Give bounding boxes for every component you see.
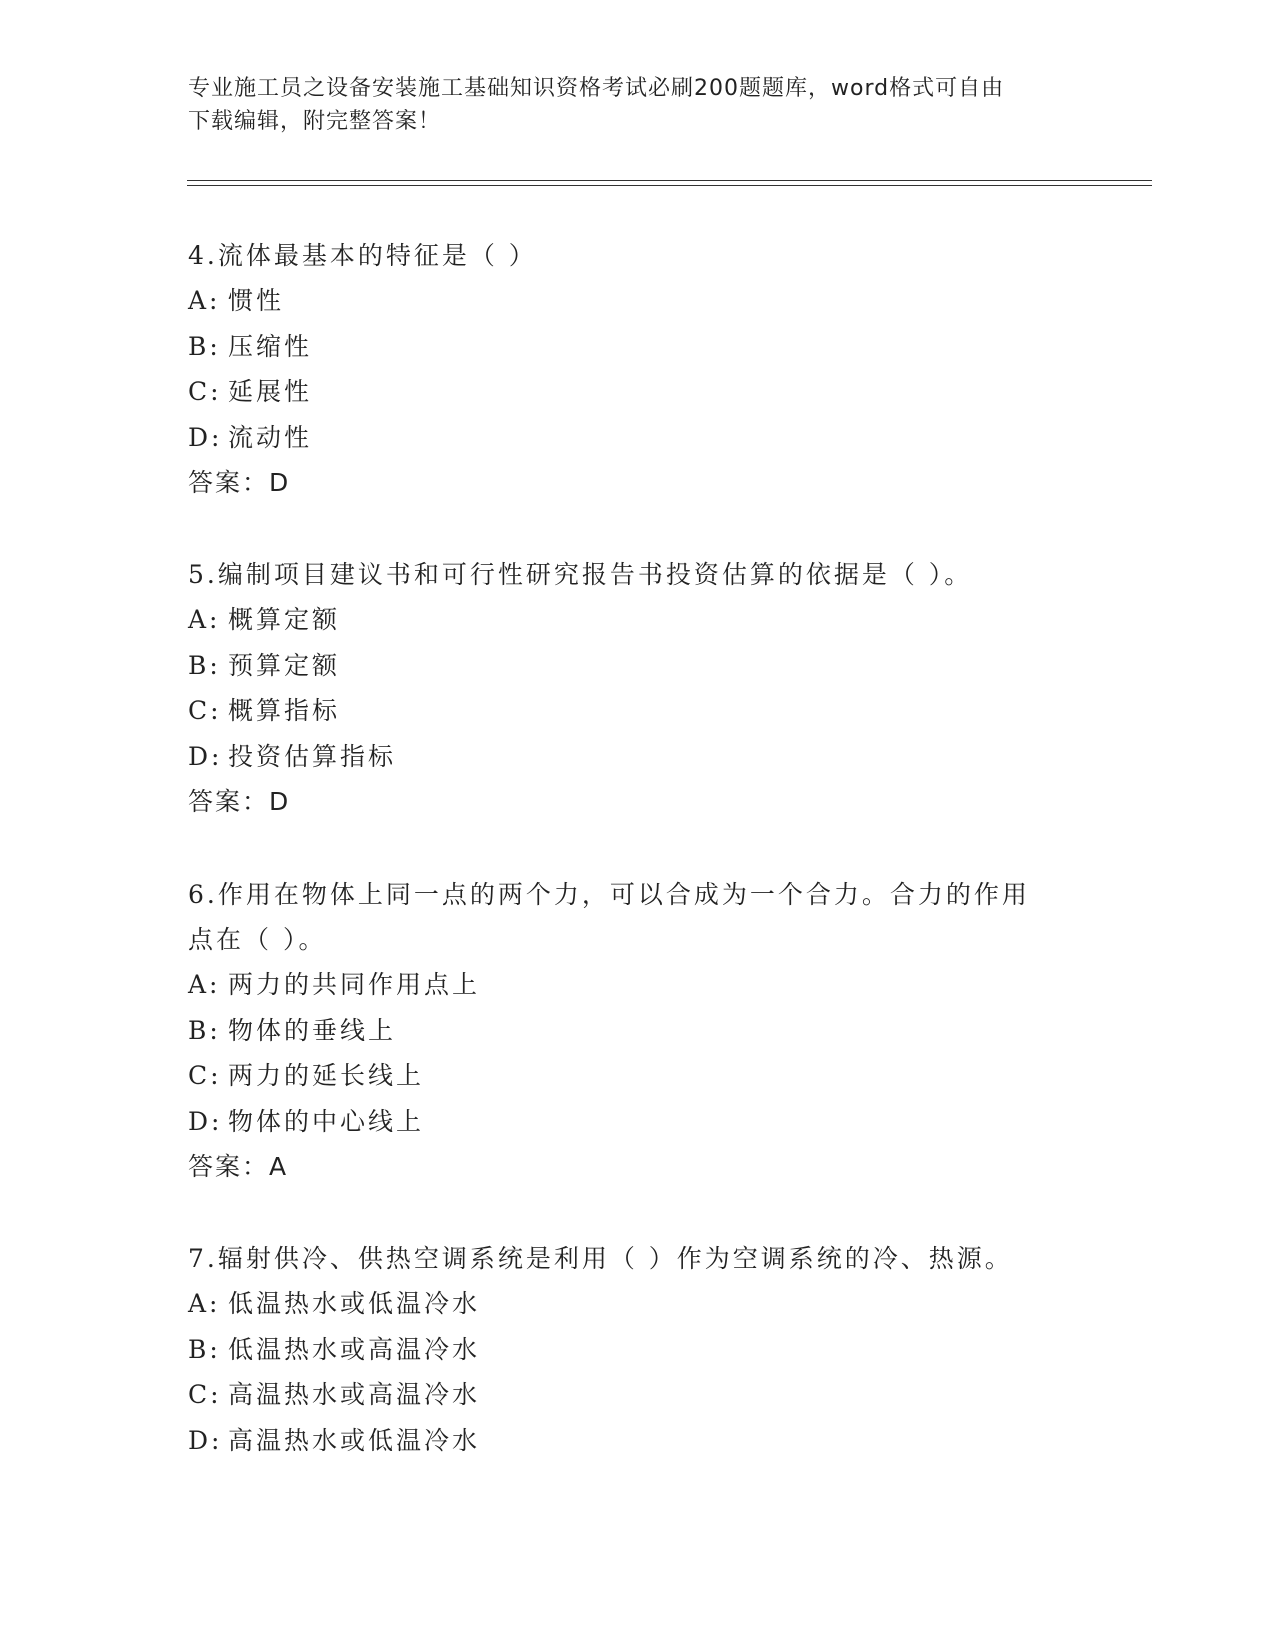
option-text: 高温热水或低温冷水 [228,1425,481,1455]
option-text: 投资估算指标 [228,741,397,771]
answer-line: 答案：D [188,787,291,816]
option-letter: B: [188,331,221,361]
question-stem-line-2: 点在（ ）。 [188,925,327,954]
answer-line: 答案：A [188,1152,289,1181]
option-a [188,278,1088,324]
option-letter: D: [188,1106,223,1136]
option-c [188,1053,1088,1099]
question-stem-line-1: 6.作用在物体上同一点的两个力，可以合成为一个合力。合力的作用 [188,880,1030,909]
header-divider-top [187,180,1152,181]
option-letter: A: [188,605,221,634]
option-letter: B: [188,650,221,680]
option-c [188,369,1088,415]
option-a [188,1281,1088,1327]
option-letter: D: [188,741,223,771]
option-text: 高温热水或高温冷水 [228,1380,481,1409]
question-stem: 7.辐射供冷、供热空调系统是利用（ ）作为空调系统的冷、热源。 [188,1244,1013,1273]
question-6 [188,872,1088,1189]
option-text: 两力的延长线上 [228,1061,425,1090]
option-c [188,1372,1088,1418]
option-b [188,324,1088,370]
option-letter: A: [188,286,221,315]
option-c [188,688,1088,734]
option-letter: C: [188,696,222,725]
option-text: 压缩性 [228,331,313,361]
option-letter: C: [188,377,222,406]
option-b [188,643,1088,689]
option-letter: B: [188,1015,221,1045]
option-text: 惯性 [228,286,285,315]
option-a [188,597,1088,643]
question-stem: 4.流体最基本的特征是（ ） [188,241,537,270]
option-d [188,734,1088,780]
option-d [188,1418,1088,1464]
header-line-2: 下载编辑，附完整答案！ [188,109,442,134]
header-divider-bottom [187,185,1152,186]
question-stem: 5.编制项目建议书和可行性研究报告书投资估算的依据是（ ）。 [188,560,973,589]
answer-line: 答案：D [188,468,291,497]
option-text: 低温热水或高温冷水 [228,1334,481,1364]
option-letter: A: [188,970,221,999]
option-text: 低温热水或低温冷水 [228,1289,481,1318]
question-4 [188,233,1088,505]
option-text: 物体的中心线上 [228,1106,425,1136]
option-letter: B: [188,1334,221,1364]
header-line-1: 专业施工员之设备安装施工基础知识资格考试必刷200题题库，word格式可自由 [188,76,1005,101]
option-text: 流动性 [228,422,313,452]
option-letter: C: [188,1061,222,1090]
question-7 [188,1236,1088,1463]
question-5 [188,552,1088,824]
option-text: 概算指标 [228,696,341,725]
option-text: 物体的垂线上 [228,1015,397,1045]
option-letter: A: [188,1289,221,1318]
document-header [188,72,1088,138]
option-text: 预算定额 [228,650,341,680]
option-b [188,1327,1088,1373]
option-b [188,1008,1088,1054]
option-text: 两力的共同作用点上 [228,970,481,999]
option-text: 延展性 [228,377,313,406]
option-d [188,1099,1088,1145]
option-letter: D: [188,1425,223,1455]
option-text: 概算定额 [228,605,341,634]
option-a [188,962,1088,1008]
option-letter: C: [188,1380,222,1409]
option-d [188,415,1088,461]
option-letter: D: [188,422,223,452]
